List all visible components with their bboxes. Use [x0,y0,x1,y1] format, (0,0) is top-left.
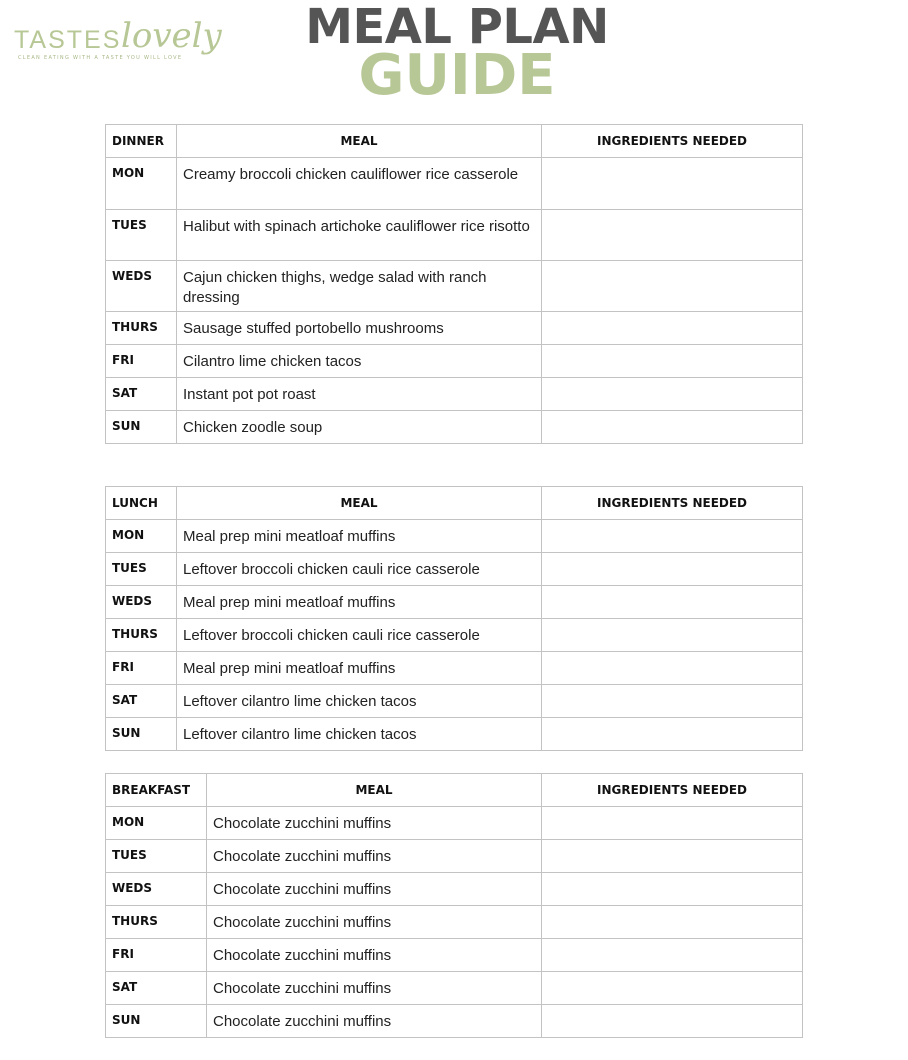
table-header-row [106,774,803,807]
table-row [106,158,803,210]
meal-cell: Meal prep mini meatloaf muffins [177,520,542,553]
meal-column-header: MEAL [177,487,542,520]
day-cell: TUES [106,210,177,261]
day-cell: SAT [106,378,177,411]
meal-cell: Halibut with spinach artichoke cauliflower rice risotto [177,210,542,261]
ingredients-cell[interactable] [542,652,803,685]
ingredients-cell[interactable] [542,586,803,619]
day-cell: FRI [106,345,177,378]
ingredients-cell[interactable] [542,345,803,378]
ingredients-cell[interactable] [542,378,803,411]
dinner-table [105,124,803,444]
meal-cell: Chocolate zucchini muffins [207,939,542,972]
meal-cell: Instant pot pot roast [177,378,542,411]
brand-logo [14,14,222,66]
table-header-row [106,487,803,520]
ingredients-cell[interactable] [542,840,803,873]
day-cell: SUN [106,1005,207,1038]
meal-cell: Leftover broccoli chicken cauli rice casserole [177,553,542,586]
day-cell: WEDS [106,586,177,619]
day-cell: SAT [106,685,177,718]
table-row [106,619,803,652]
day-cell: FRI [106,939,207,972]
table-row [106,411,803,444]
ingredients-column-header: INGREDIENTS NEEDED [542,487,803,520]
breakfast-table [105,773,803,1038]
day-cell: WEDS [106,873,207,906]
ingredients-cell[interactable] [542,1005,803,1038]
table-row [106,906,803,939]
section-header: LUNCH [106,487,177,520]
table-row [106,210,803,261]
meal-cell: Leftover cilantro lime chicken tacos [177,718,542,751]
meal-cell: Chocolate zucchini muffins [207,873,542,906]
ingredients-cell[interactable] [542,210,803,261]
table-row [106,807,803,840]
table-row [106,840,803,873]
day-cell: MON [106,158,177,210]
ingredients-cell[interactable] [542,972,803,1005]
meal-cell: Chocolate zucchini muffins [207,807,542,840]
page-title-line1: MEAL PLAN [305,0,609,55]
table-row [106,586,803,619]
day-cell: THURS [106,906,207,939]
meal-cell: Meal prep mini meatloaf muffins [177,586,542,619]
meal-cell: Cajun chicken thighs, wedge salad with ranch dressing [177,261,542,312]
ingredients-cell[interactable] [542,411,803,444]
ingredients-cell[interactable] [542,939,803,972]
meal-cell: Chocolate zucchini muffins [207,840,542,873]
meal-cell: Chicken zoodle soup [177,411,542,444]
logo-word-lovely: lovely [121,16,222,56]
day-cell: MON [106,520,177,553]
table-row [106,873,803,906]
ingredients-cell[interactable] [542,718,803,751]
meal-cell: Chocolate zucchini muffins [207,906,542,939]
day-cell: WEDS [106,261,177,312]
lunch-table [105,486,803,751]
day-cell: THURS [106,312,177,345]
day-cell: TUES [106,553,177,586]
table-row [106,685,803,718]
day-cell: TUES [106,840,207,873]
logo-tagline: CLEAN EATING WITH A TASTE YOU WILL LOVE [18,55,183,61]
page-title-line2: GUIDE [358,43,556,108]
table-row [106,312,803,345]
meal-cell: Chocolate zucchini muffins [207,1005,542,1038]
day-cell: SAT [106,972,207,1005]
section-header: DINNER [106,125,177,158]
ingredients-cell[interactable] [542,619,803,652]
ingredients-cell[interactable] [542,553,803,586]
table-row [106,520,803,553]
table-row [106,718,803,751]
ingredients-cell[interactable] [542,685,803,718]
table-row [106,261,803,312]
meal-cell: Chocolate zucchini muffins [207,972,542,1005]
ingredients-cell[interactable] [542,873,803,906]
ingredients-cell[interactable] [542,261,803,312]
table-row [106,1005,803,1038]
logo-word-tastes: TASTES [14,26,122,54]
meal-cell: Leftover cilantro lime chicken tacos [177,685,542,718]
table-row [106,972,803,1005]
ingredients-cell[interactable] [542,158,803,210]
table-row [106,553,803,586]
table-row [106,652,803,685]
ingredients-column-header: INGREDIENTS NEEDED [542,774,803,807]
ingredients-cell[interactable] [542,520,803,553]
meal-cell: Leftover broccoli chicken cauli rice casserole [177,619,542,652]
meal-column-header: MEAL [207,774,542,807]
day-cell: SUN [106,718,177,751]
meal-cell: Creamy broccoli chicken cauliflower rice casserole [177,158,542,210]
meal-cell: Cilantro lime chicken tacos [177,345,542,378]
ingredients-cell[interactable] [542,807,803,840]
meal-column-header: MEAL [177,125,542,158]
table-header-row [106,125,803,158]
section-header: BREAKFAST [106,774,207,807]
table-row [106,345,803,378]
meal-cell: Sausage stuffed portobello mushrooms [177,312,542,345]
meal-cell: Meal prep mini meatloaf muffins [177,652,542,685]
day-cell: SUN [106,411,177,444]
ingredients-column-header: INGREDIENTS NEEDED [542,125,803,158]
ingredients-cell[interactable] [542,312,803,345]
ingredients-cell[interactable] [542,906,803,939]
table-row [106,378,803,411]
day-cell: THURS [106,619,177,652]
table-row [106,939,803,972]
day-cell: FRI [106,652,177,685]
day-cell: MON [106,807,207,840]
